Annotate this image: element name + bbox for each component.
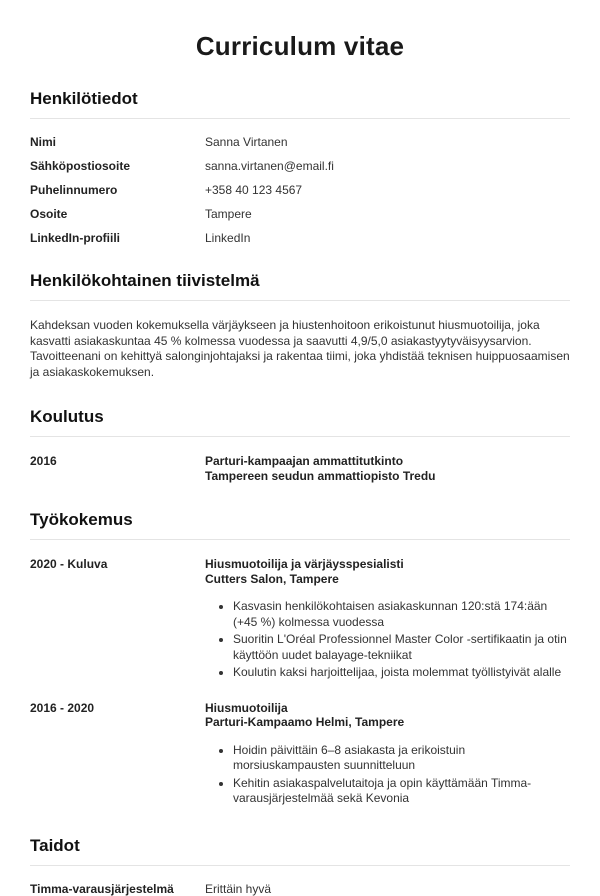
- experience-entry: [30, 557, 570, 683]
- entry-period: 2020 - Kuluva: [30, 557, 108, 572]
- field-label: Osoite: [30, 207, 68, 221]
- section-summary: [30, 271, 570, 380]
- field-value: Sanna Virtanen: [205, 135, 288, 149]
- field-value: +358 40 123 4567: [205, 183, 303, 197]
- achievement-item: • Hoidin päivittäin 6–8 asiakasta ja erikoistuin morsiuskampausten suunnitteluun: [233, 743, 570, 774]
- personal-row-linkedin: [30, 232, 570, 244]
- entry-period: 2016: [30, 454, 57, 469]
- field-label: Puhelinnumero: [30, 183, 118, 197]
- field-label: LinkedIn-profiili: [30, 231, 120, 245]
- education-heading: Koulutus: [30, 407, 570, 437]
- personal-row-name: [30, 136, 570, 148]
- achievement-list: [205, 599, 570, 681]
- entry-content: [205, 557, 570, 683]
- skills-body: [30, 866, 570, 895]
- entry-subtitle: Parturi-Kampaamo Helmi, Tampere: [205, 715, 405, 730]
- personal-row-email: [30, 160, 570, 172]
- achievement-item: • Suoritin L'Oréal Professionnel Master Color -sertifikaatin ja otin käyttöön uudet balayage-tekniikat: [233, 632, 570, 663]
- summary-body: [30, 301, 570, 380]
- education-body: [30, 437, 570, 483]
- linkedin-value: LinkedIn: [205, 231, 251, 245]
- entry-period: 2016 - 2020: [30, 700, 95, 715]
- field-value: sanna.virtanen@email.fi: [205, 159, 334, 173]
- section-personal-details: [30, 89, 570, 244]
- skill-level: Erittäin hyvä: [205, 882, 272, 896]
- personal-row-phone: [30, 184, 570, 196]
- experience-body: [30, 540, 570, 809]
- entry-title: Hiusmuotoilija: [205, 700, 288, 715]
- summary-paragraph: Kahdeksan vuoden kokemuksella värjäykseen ja hiustenhoitoon erikoistunut hiusmuotoilija, joka kasvatti asiakaskuntaa 45 % kolmessa vuodessa ja saavutti 4,9/5,0 asiakastyytyväisyysarvion. Tavoitteenani on kehittyä salonginjohtajaksi ja rakentaa tiimi, joka yhdistää teknisen huippuosaamisen ja asiakaskokemuksen.: [30, 318, 570, 379]
- experience-heading: Työkokemus: [30, 510, 570, 540]
- entry-subtitle: Tampereen seudun ammattiopisto Tredu: [205, 468, 436, 483]
- education-entry: [30, 454, 570, 483]
- section-experience: [30, 510, 570, 809]
- page-title: Curriculum vitae: [195, 31, 405, 61]
- field-value: Tampere: [205, 207, 252, 221]
- summary-heading: Henkilökohtainen tiivistelmä: [30, 271, 570, 301]
- entry-subtitle: Cutters Salon, Tampere: [205, 571, 339, 586]
- experience-entry: [30, 701, 570, 809]
- personal-row-address: [30, 208, 570, 220]
- personal-details-heading: Henkilötiedot: [30, 89, 570, 119]
- entry-title: Parturi-kampaajan ammattitutkinto: [205, 454, 404, 469]
- personal-details-body: [30, 119, 570, 244]
- entry-content: [205, 454, 570, 483]
- entry-title: Hiusmuotoilija ja värjäysspesialisti: [205, 557, 404, 572]
- achievement-item: • Koulutin kaksi harjoittelijaa, joista molemmat työllistyivät alalle: [233, 665, 570, 681]
- section-skills: [30, 836, 570, 895]
- field-label: Nimi: [30, 135, 57, 149]
- skills-heading: Taidot: [30, 836, 570, 866]
- skill-row: [30, 883, 570, 895]
- achievement-list: [205, 743, 570, 807]
- skill-label: Timma-varausjärjestelmä: [30, 882, 174, 896]
- achievement-item: • Kasvasin henkilökohtaisen asiakaskunnan 120:stä 174:ään (+45 %) kolmessa vuodessa: [233, 599, 570, 630]
- achievement-item: • Kehitin asiakaspalvelutaitoja ja opin käyttämään Timma-varausjärjestelmää sekä Kevonia: [233, 776, 570, 807]
- section-education: [30, 407, 570, 483]
- entry-content: [205, 701, 570, 809]
- field-label: Sähköpostiosoite: [30, 159, 131, 173]
